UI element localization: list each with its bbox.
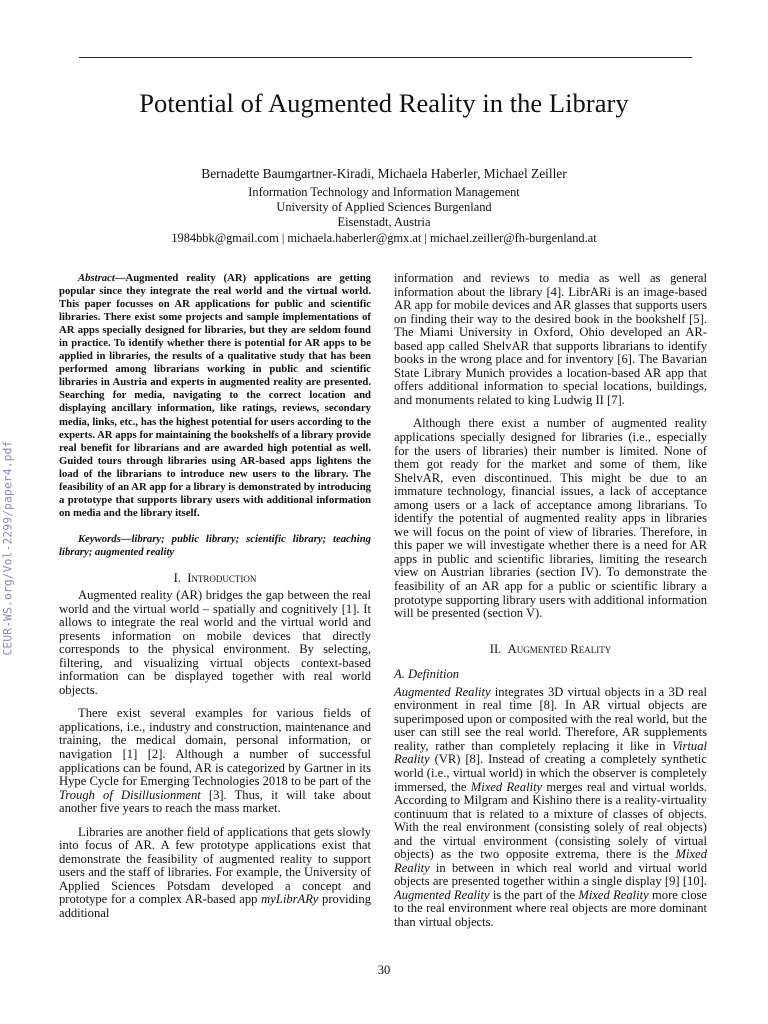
abstract-dash: —: [114, 272, 126, 284]
affiliation-department: Information Technology and Information Management: [248, 185, 520, 199]
definition-text: more close to the real environment where real objects are more dominant than virtual objects.: [394, 887, 707, 929]
definition-text: merges real and virtual worlds. According to Milgram and Kishino there is a reality-virtuality continuum that is related to a mixture of classes of objects. With the real environment (consisting solely of real objects) and the virtual environment (consisting solely of virtual objects) as the two opposite extrema, there is the: [394, 779, 708, 862]
trough-term: Trough of Disillusionment: [59, 787, 201, 802]
intro-paragraph-1: Augmented reality (AR) bridges the gap between the real world and the virtual world – spatially and cognitively [1]. It allows to integrate the real world and the virtual world and presents information on mobile devices that directly corresponds to the physical environment. By selecting, filtering, and visualizing virtual objects context-based information can be displayed together with real world objects.: [59, 587, 371, 697]
affiliation-block: [0, 185, 768, 246]
definition-paragraph: [394, 686, 707, 930]
intro-paragraph-3-text-b: providing additional: [59, 892, 372, 921]
term-virtual-reality: Virtual Reality: [394, 738, 707, 767]
affiliation-location: Eisenstadt, Austria: [337, 215, 431, 230]
top-rule: [79, 57, 692, 58]
definition-text: is the part of the: [489, 887, 579, 902]
term-mixed-reality: Mixed Reality: [578, 887, 649, 902]
keywords-label: Keywords: [78, 532, 121, 545]
left-column: [59, 272, 371, 921]
right-column: [394, 272, 707, 930]
term-augmented-reality: Augmented Reality: [394, 887, 490, 902]
subsection-heading-definition: A. Definition: [394, 666, 460, 681]
section-number: I.: [173, 570, 181, 585]
keywords: [59, 533, 371, 559]
section-title: Introduction: [187, 570, 257, 585]
keywords-dash: —: [120, 532, 132, 545]
definition-text: in between in which real world and virtual world objects are presented together within a single display [9] [10].: [394, 860, 707, 889]
intro-continued-paragraph: information and reviews to media as well as general information about the library [4]. LibrARi is an image-based AR app for mobile devices and AR glasses that supports users on finding their way to the desired book in the bookshelf [5]. The Miami University in Oxford, Ohio developed an AR-based app called ShelvAR that supports librarians to identify books in the wrong place and for inventory [6]. The Bavarian State Library Munich provides a location-based AR app that offers additional information to special locations, buildings, and monuments related to king Ludwig II [7].: [394, 271, 707, 407]
intro-paragraph-4: Although there exist a number of augmented reality applications specially designed for libraries (i.e., especially for the users of libraries) their number is limited. None of them got ready for the market and some of them, like ShelvAR, even discontinued. This might be due to an immature technology, financial issues, a lack of acceptance among users or a lack of acceptance among librarians. To identify the potential of augmented reality apps in libraries we will focus on the point of view of libraries. Therefore, in this paper we will investigate whether there is a need for AR apps in public and scientific libraries, limiting the research view on Austrian libraries (section IV). To demonstrate the feasibility of an AR app for a public or scientific library a prototype supporting library users with additional information will be presented (section V).: [394, 416, 707, 621]
ceur-side-stamp-text: CEUR-WS.org/Vol-2299/paper4.pdf: [1, 440, 15, 656]
definition-text: integrates 3D virtual objects in a 3D real environment in real time [8]. In AR virtual objects are superimposed upon or composited with the real world, but the user can still see the real world. Therefore, AR supplements reality, rather than completely replacing it like in: [394, 684, 708, 753]
abstract-text: Augmented reality (AR) applications are getting popular since they integrate the real world and the virtual world. This paper focusses on AR applications for public and scientific libraries. There exist some projects and sample implementations of AR apps specially designed for libraries, but they are seldom found in practice. To identify whether there is potential for AR apps to be applied in libraries, the results of a qualitative study that has been performed among librarians working in public and scientific libraries in Austria and experts in augmented reality are presented. Searching for media, navigating to the correct location and displaying ancillary information, like ratings, reviews, secondary media, links, etc., has the highest potential for users according to the experts. AR apps for maintaining the bookshelfs of a library provide real benefit for librarians and are awarded high potential as well. Guided tours through libraries using AR-based apps lightens the load of the librarians to introduce new users to the library. The feasibility of an AR app for a library is demonstrated by introducing a prototype that supports library users with additional information on media and the library itself.: [59, 272, 371, 519]
affiliation-university: University of Applied Sciences Burgenland: [276, 200, 492, 215]
intro-paragraph-3: [59, 826, 371, 921]
section-number: II.: [489, 641, 502, 656]
intro-paragraph-3-text-a: Libraries are another field of applications that gets slowly into focus of AR. A few prototype applications exist that demonstrate the feasibility of augmented reality to support users and the staff of libraries. For example, the University of Applied Sciences Potsdam developed a concept and prototype for a complex AR-based app: [59, 824, 371, 907]
section-heading-augmented-reality: [394, 642, 707, 657]
mylibrary-term: myLibrARy: [261, 892, 319, 907]
definition-text: (VR) [8]. Instead of creating a completely synthetic world (i.e., virtual world) in which the observer is completely immersed, the: [394, 752, 707, 794]
author-list: Bernadette Baumgartner-Kiradi, Michaela Haberler, Michael Zeiller: [201, 166, 567, 181]
term-augmented-reality: Augmented Reality: [394, 684, 491, 699]
term-mixed-reality: Mixed Reality: [470, 779, 543, 794]
abstract: [59, 272, 371, 520]
intro-paragraph-2-text-b: [3]. Thus, it will take about another five years to reach the mass market.: [59, 787, 371, 816]
term-mixed-reality: Mixed Reality: [394, 847, 707, 875]
keywords-text: library; public library; scientific library; teaching library; augmented reality: [59, 532, 371, 558]
abstract-label: Abstract: [78, 272, 115, 284]
affiliation-emails: 1984bbk@gmail.com | michaela.haberler@gmx.at | michael.zeiller@fh-burgenland.at: [171, 230, 597, 245]
paper-title: Potential of Augmented Reality in the Library: [139, 88, 629, 118]
section-title: Augmented Reality: [507, 641, 612, 656]
intro-paragraph-2-text-a: There exist several examples for various fields of applications, i.e., industry and construction, maintenance and training, the medical domain, personal information, or navigation [1] [2]. Although a number of successful applications can be found, AR is categorized by Gartner in its Hype Cycle for Emerging Technologies 2018 to be part of the: [59, 706, 371, 789]
page-number: 30: [377, 963, 391, 977]
section-heading-introduction: [59, 571, 371, 586]
intro-paragraph-2: [59, 707, 371, 815]
